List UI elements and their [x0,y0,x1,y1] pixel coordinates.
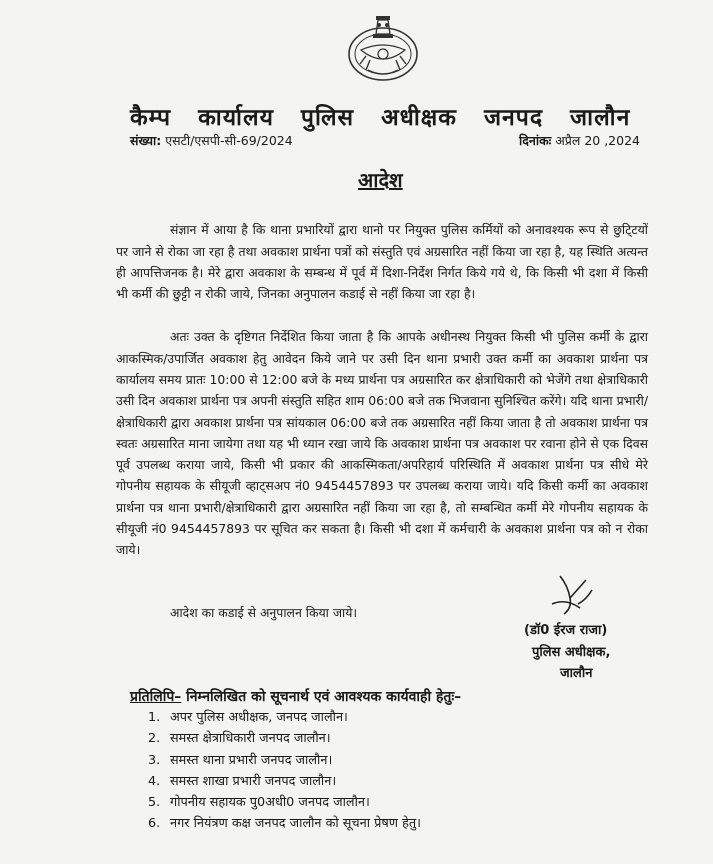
body-paragraph-2: अतः उक्त के दृष्टिगत निर्देशित किया जाता है कि आपके अधीनस्थ नियुक्त किसी भी पुलिस कर्मी के द्वारा आकस्मिक/उपार्जित अवकाश हेतु आवेदन किये जाने पर उसी दिन थाना प्रभारी उक्त कर्मी का अवकाश प्रार्थना पत्र कार्यालय समय प्रातः 10:00 से 12:00 बजे के मध्य प्रार्थना पत्र अग्रसारित कर क्षेत्राधिकारी को भेजेंगे तथा क्षेत्राधिकारी उसी दिन अवकाश प्रार्थना पत्र अपनी संस्तुति सहित शाम 06:00 बजे तक भिजवाना सुनिश्चित करेंगे। यदि थाना प्रभारी/क्षेत्राधिकारी द्वारा अवकाश प्रार्थना पत्र सांयकाल 06:00 बजे तक अग्रसारित नहीं किया जाता है तो अवकाश प्रार्थना पत्र स्वतः अग्रसारित माना जायेगा तथा यह भी ध्यान रखा जाये कि अवकाश प्रार्थना पत्र अवकाश पर रवाना होने से एक दिवस पूर्व उपलब्ध कराया जाये, किसी भी प्रकार की आकस्मिकता/अपरिहार्य परिस्थिति में अवकाश प्रार्थना पत्र सीधे मेरे गोपनीय सहायक के सीयूजी व्हाट्सअप नं0 9454457893 पर उपलब्ध कराया जाये। यदि किसी कर्मी का अवकाश प्रार्थना पत्र थाना प्रभारी/क्षेत्राधिकारी द्वारा अग्रसारित नहीं किया जा रहा है, तो सम्बन्धित कर्मी मेरे गोपनीय सहायक के सीयूजी नं0 9454457893 पर सूचित कर सकता है। किसी भी दशा में कर्मचारी के अवकाश प्रार्थना पत्र को न रोका जाये। [116,329,648,558]
order-title: आदेश [358,168,403,192]
signatory-name: (डॉ0 ईरज राजा) [524,623,608,638]
list-item-number: 2. [148,731,161,747]
list-item-number: 3. [148,752,161,768]
handwritten-signature [538,574,608,620]
list-item [148,707,421,728]
police-emblem-icon [346,10,420,84]
list-item-text: समस्त शाखा प्रभारी जनपद जालौन। [170,773,337,789]
list-item-number: 1. [148,710,161,725]
copy-recipient-list [148,707,421,835]
copy-heading-text: निम्नलिखित को सूचनार्थ एवं आवश्यक कार्यवाही हेतुः– [186,689,462,705]
signatory-designation: पुलिस अधीक्षक, [532,645,611,660]
order-date [519,132,640,149]
list-item-number: 5. [148,795,161,811]
copy-label: प्रतिलिपि– [130,689,182,705]
body-paragraph-1: संज्ञान में आया है कि थाना प्रभारियों द्वारा थानो पर नियुक्त पुलिस कर्मियों को अनावश्यक रूप से छुटि्टयों पर जाने से रोका जा रहा है तथा अवकाश प्रार्थना पत्रों को संस्तुति एवं अग्रसारित नहीं किया जा रहा है, यह स्थिति अत्यन्त ही आपत्तिजनक है। मेरे द्वारा अवकाश के सम्बन्ध में पूर्व में दिशा-निर्देश निर्गत किये गये थे, कि किसी भी दशा में किसी भी कर्मी की छुट्टी न रोकी जाये, जिनका अनुपालन कडाई से नहीं किया जा रहा है। [116,222,648,302]
body-paragraph-3: आदेश का कडाई से अनुपालन किया जाये। [170,605,358,621]
list-item-text: समस्त थाना प्रभारी जनपद जालौन। [170,752,333,768]
list-item [148,750,421,771]
list-item [148,813,421,834]
list-item-text: समस्त क्षेत्राधिकारी जनपद जालौन। [170,731,331,747]
list-item-text: गोपनीय सहायक पु0अधी0 जनपद जालौन। [170,795,370,811]
date-label: दिनांकः [519,133,552,148]
list-item [148,728,421,749]
office-title: कैम्प कार्यालय पुलिस अधीक्षक जनपद जालौन [130,105,631,131]
list-item-number: 6. [148,816,161,832]
signatory-place: जालौन [560,666,593,681]
reference-number [130,132,293,149]
date-value: अप्रैल 20 ,2024 [555,133,640,148]
list-item [148,771,421,792]
reference-label: संख्या: [130,133,162,148]
list-item-text: नगर नियंत्रण कक्ष जनपद जालौन को सूचना प्रेषण हेतु। [170,816,422,832]
copy-heading [130,687,461,706]
reference-value: एसटी/एसपी-सी-69/2024 [165,133,293,148]
list-item [148,792,421,813]
list-item-text: अपर पुलिस अधीक्षक, जनपद जालौन। [170,710,348,725]
list-item-number: 4. [148,773,161,789]
